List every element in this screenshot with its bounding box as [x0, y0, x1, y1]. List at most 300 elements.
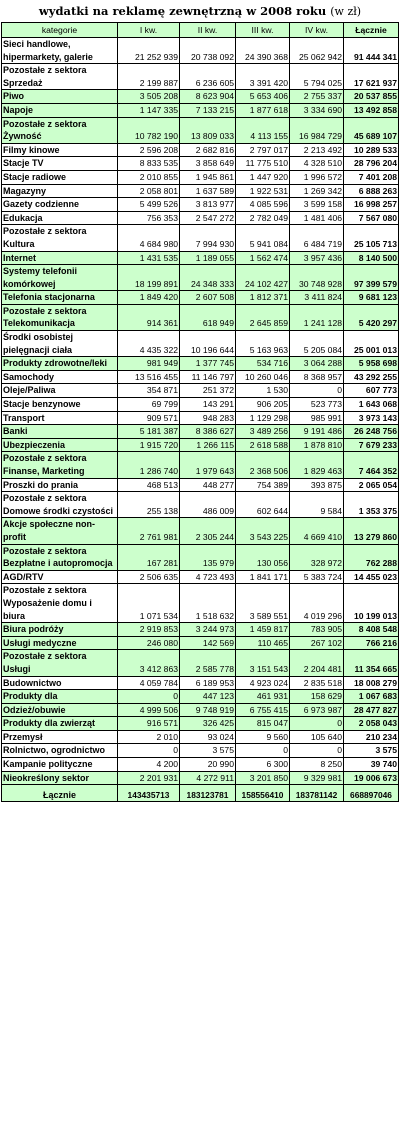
q2-cell: 10 196 644 — [180, 331, 236, 357]
report-title — [1, 0, 399, 22]
spending-table — [1, 22, 399, 802]
q1-cell: 981 949 — [118, 357, 180, 371]
q2-cell: 948 283 — [180, 411, 236, 425]
q4-cell: 25 062 942 — [290, 38, 344, 64]
category-cell: Nieokreślony sektor — [2, 771, 118, 785]
table-row — [2, 225, 399, 251]
category-cell: Sieci handlowe, hipermarkety, galerie — [2, 38, 118, 64]
table-row — [2, 544, 399, 570]
total-cell: 8 140 500 — [344, 251, 399, 265]
q4-cell: 3 064 288 — [290, 357, 344, 371]
q2-cell: 7 994 930 — [180, 225, 236, 251]
category-cell: Pozostałe z sektora Wyposażenie domu i biura — [2, 584, 118, 623]
q1-cell: 909 571 — [118, 411, 180, 425]
q4-cell: 1 996 572 — [290, 170, 344, 184]
category-cell: Stacje TV — [2, 157, 118, 171]
category-cell: Produkty dla zwierząt — [2, 717, 118, 731]
q1-cell: 1 915 720 — [118, 438, 180, 452]
q3-cell: 5 163 963 — [236, 331, 290, 357]
summary-q1: 143435713 — [118, 785, 180, 802]
total-cell: 19 006 673 — [344, 771, 399, 785]
q2-cell: 2 607 508 — [180, 291, 236, 305]
total-cell: 10 199 013 — [344, 584, 399, 623]
total-cell: 91 444 341 — [344, 38, 399, 64]
table-row — [2, 676, 399, 690]
table-row — [2, 198, 399, 212]
table-row — [2, 438, 399, 452]
q1-cell: 2 506 635 — [118, 570, 180, 584]
category-cell: Pozostałe z sektora Usługi — [2, 650, 118, 676]
q4-cell: 8 250 — [290, 758, 344, 772]
q4-cell: 1 241 128 — [290, 304, 344, 330]
q2-cell: 1 189 055 — [180, 251, 236, 265]
total-cell: 7 679 233 — [344, 438, 399, 452]
q4-cell: 3 334 690 — [290, 103, 344, 117]
q1-cell: 354 871 — [118, 384, 180, 398]
summary-q2: 183123781 — [180, 785, 236, 802]
total-cell: 607 773 — [344, 384, 399, 398]
q2-cell: 8 623 904 — [180, 90, 236, 104]
category-cell: Przemysł — [2, 730, 118, 744]
table-row — [2, 411, 399, 425]
table-row — [2, 452, 399, 478]
q3-cell: 11 775 510 — [236, 157, 290, 171]
q3-cell: 24 390 368 — [236, 38, 290, 64]
total-cell: 26 248 756 — [344, 425, 399, 439]
total-cell: 5 958 698 — [344, 357, 399, 371]
category-cell: Odzież/obuwie — [2, 703, 118, 717]
q2-cell: 143 291 — [180, 398, 236, 412]
header-category: kategorie — [2, 23, 118, 38]
total-cell: 210 234 — [344, 730, 399, 744]
q1-cell: 1 071 534 — [118, 584, 180, 623]
table-row — [2, 357, 399, 371]
header-q3: III kw. — [236, 23, 290, 38]
q2-cell: 1 979 643 — [180, 452, 236, 478]
header-row — [2, 23, 399, 38]
category-cell: Biura podróży — [2, 623, 118, 637]
total-cell: 14 455 023 — [344, 570, 399, 584]
title-unit: (w zł) — [330, 5, 362, 18]
table-row — [2, 184, 399, 198]
table-row — [2, 744, 399, 758]
q1-cell: 4 684 980 — [118, 225, 180, 251]
q3-cell: 4 113 155 — [236, 117, 290, 143]
total-cell: 7 464 352 — [344, 452, 399, 478]
q3-cell: 1 447 920 — [236, 170, 290, 184]
q3-cell: 2 368 506 — [236, 452, 290, 478]
total-cell: 762 288 — [344, 544, 399, 570]
total-cell: 3 575 — [344, 744, 399, 758]
table-body — [2, 38, 399, 785]
category-cell: Magazyny — [2, 184, 118, 198]
q4-cell: 4 328 510 — [290, 157, 344, 171]
q2-cell: 142 569 — [180, 636, 236, 650]
q3-cell: 1 922 531 — [236, 184, 290, 198]
table-row — [2, 636, 399, 650]
q3-cell: 9 560 — [236, 730, 290, 744]
q4-cell: 30 748 928 — [290, 265, 344, 291]
q2-cell: 1 266 115 — [180, 438, 236, 452]
table-row — [2, 730, 399, 744]
q3-cell: 2 782 049 — [236, 211, 290, 225]
q1-cell: 8 833 535 — [118, 157, 180, 171]
total-cell: 45 689 107 — [344, 117, 399, 143]
summary-row — [2, 785, 399, 802]
q3-cell: 534 716 — [236, 357, 290, 371]
category-cell: Oleje/Paliwa — [2, 384, 118, 398]
q2-cell: 24 348 333 — [180, 265, 236, 291]
q1-cell: 2 199 887 — [118, 64, 180, 90]
q4-cell: 5 794 025 — [290, 64, 344, 90]
q1-cell: 3 505 208 — [118, 90, 180, 104]
q1-cell: 2 761 981 — [118, 518, 180, 544]
q3-cell: 602 644 — [236, 492, 290, 518]
q1-cell: 4 200 — [118, 758, 180, 772]
q3-cell: 10 260 046 — [236, 370, 290, 384]
q4-cell: 0 — [290, 744, 344, 758]
summary-q4: 183781142 — [290, 785, 344, 802]
table-row — [2, 265, 399, 291]
q2-cell: 618 949 — [180, 304, 236, 330]
category-cell: Filmy kinowe — [2, 143, 118, 157]
q4-cell: 0 — [290, 717, 344, 731]
total-cell: 10 289 533 — [344, 143, 399, 157]
q1-cell: 1 147 335 — [118, 103, 180, 117]
q1-cell: 914 361 — [118, 304, 180, 330]
q3-cell: 754 389 — [236, 478, 290, 492]
q4-cell: 3 411 824 — [290, 291, 344, 305]
q1-cell: 4 999 506 — [118, 703, 180, 717]
q2-cell: 2 547 272 — [180, 211, 236, 225]
q3-cell: 3 201 850 — [236, 771, 290, 785]
q2-cell: 448 277 — [180, 478, 236, 492]
category-cell: AGD/RTV — [2, 570, 118, 584]
q3-cell: 4 085 596 — [236, 198, 290, 212]
q4-cell: 4 019 296 — [290, 584, 344, 623]
category-cell: Akcje społeczne non-profit — [2, 518, 118, 544]
q2-cell: 2 305 244 — [180, 518, 236, 544]
total-cell: 2 065 054 — [344, 478, 399, 492]
table-row — [2, 623, 399, 637]
q1-cell: 1 849 420 — [118, 291, 180, 305]
q4-cell: 9 584 — [290, 492, 344, 518]
total-cell: 6 888 263 — [344, 184, 399, 198]
q1-cell: 69 799 — [118, 398, 180, 412]
q1-cell: 2 201 931 — [118, 771, 180, 785]
table-row — [2, 291, 399, 305]
q3-cell: 6 755 415 — [236, 703, 290, 717]
total-cell: 28 477 827 — [344, 703, 399, 717]
q3-cell: 1 841 171 — [236, 570, 290, 584]
category-cell: Napoje — [2, 103, 118, 117]
q3-cell: 24 102 427 — [236, 265, 290, 291]
q1-cell: 5 499 526 — [118, 198, 180, 212]
q4-cell: 2 204 481 — [290, 650, 344, 676]
q1-cell: 0 — [118, 744, 180, 758]
q2-cell: 4 272 911 — [180, 771, 236, 785]
category-cell: Rolnictwo, ogrodnictwo — [2, 744, 118, 758]
q1-cell: 2 010 855 — [118, 170, 180, 184]
summary-label: Łącznie — [2, 785, 118, 802]
category-cell: Pozostałe z sektora Finanse, Marketing — [2, 452, 118, 478]
summary-total: 668897046 — [344, 785, 399, 802]
q4-cell: 105 640 — [290, 730, 344, 744]
category-cell: Pozostałe z sektora Kultura — [2, 225, 118, 251]
q4-cell: 1 481 406 — [290, 211, 344, 225]
q1-cell: 255 138 — [118, 492, 180, 518]
table-row — [2, 304, 399, 330]
table-row — [2, 251, 399, 265]
q1-cell: 2 596 208 — [118, 143, 180, 157]
q3-cell: 5 653 406 — [236, 90, 290, 104]
total-cell: 43 292 255 — [344, 370, 399, 384]
q4-cell: 8 368 957 — [290, 370, 344, 384]
category-cell: Proszki do prania — [2, 478, 118, 492]
category-cell: Produkty zdrowotne/leki — [2, 357, 118, 371]
category-cell: Kampanie polityczne — [2, 758, 118, 772]
q3-cell: 1 530 — [236, 384, 290, 398]
table-row — [2, 690, 399, 704]
q4-cell: 2 213 492 — [290, 143, 344, 157]
q3-cell: 4 923 024 — [236, 676, 290, 690]
q3-cell: 6 300 — [236, 758, 290, 772]
total-cell: 7 567 080 — [344, 211, 399, 225]
q3-cell: 130 056 — [236, 544, 290, 570]
report — [1, 0, 399, 802]
q1-cell: 3 412 863 — [118, 650, 180, 676]
table-row — [2, 143, 399, 157]
category-cell: Piwo — [2, 90, 118, 104]
q3-cell: 0 — [236, 744, 290, 758]
table-row — [2, 425, 399, 439]
q3-cell: 906 205 — [236, 398, 290, 412]
category-cell: Pozostałe z sektora Telekomunikacja — [2, 304, 118, 330]
q4-cell: 1 878 810 — [290, 438, 344, 452]
q2-cell: 11 146 797 — [180, 370, 236, 384]
category-cell: Samochody — [2, 370, 118, 384]
category-cell: Transport — [2, 411, 118, 425]
q3-cell: 1 877 618 — [236, 103, 290, 117]
category-cell: Produkty dla — [2, 690, 118, 704]
q1-cell: 4 059 784 — [118, 676, 180, 690]
q4-cell: 523 773 — [290, 398, 344, 412]
q2-cell: 1 518 632 — [180, 584, 236, 623]
q2-cell: 20 990 — [180, 758, 236, 772]
q3-cell: 3 391 420 — [236, 64, 290, 90]
q2-cell: 1 945 861 — [180, 170, 236, 184]
q3-cell: 5 941 084 — [236, 225, 290, 251]
q4-cell: 783 905 — [290, 623, 344, 637]
q3-cell: 1 129 298 — [236, 411, 290, 425]
q4-cell: 0 — [290, 384, 344, 398]
table-row — [2, 211, 399, 225]
q4-cell: 393 875 — [290, 478, 344, 492]
q3-cell: 815 047 — [236, 717, 290, 731]
q1-cell: 21 252 939 — [118, 38, 180, 64]
q2-cell: 1 637 589 — [180, 184, 236, 198]
q1-cell: 0 — [118, 690, 180, 704]
q1-cell: 246 080 — [118, 636, 180, 650]
q4-cell: 6 973 987 — [290, 703, 344, 717]
q3-cell: 461 931 — [236, 690, 290, 704]
q1-cell: 2 919 853 — [118, 623, 180, 637]
q3-cell: 3 151 543 — [236, 650, 290, 676]
total-cell: 8 408 548 — [344, 623, 399, 637]
q1-cell: 1 286 740 — [118, 452, 180, 478]
q4-cell: 1 269 342 — [290, 184, 344, 198]
q2-cell: 3 813 977 — [180, 198, 236, 212]
q1-cell: 916 571 — [118, 717, 180, 731]
total-cell: 17 621 937 — [344, 64, 399, 90]
category-cell: Pozostałe z sektora Bezpłatne i autopromocja — [2, 544, 118, 570]
q1-cell: 1 431 535 — [118, 251, 180, 265]
category-cell: Gazety codzienne — [2, 198, 118, 212]
table-row — [2, 478, 399, 492]
total-cell: 13 279 860 — [344, 518, 399, 544]
q4-cell: 3 957 436 — [290, 251, 344, 265]
q4-cell: 3 599 158 — [290, 198, 344, 212]
q4-cell: 1 829 463 — [290, 452, 344, 478]
header-total: Łącznie — [344, 23, 399, 38]
table-row — [2, 650, 399, 676]
q3-cell: 2 797 017 — [236, 143, 290, 157]
table-row — [2, 170, 399, 184]
q1-cell: 5 181 387 — [118, 425, 180, 439]
category-cell: Edukacja — [2, 211, 118, 225]
header-q4: IV kw. — [290, 23, 344, 38]
q1-cell: 167 281 — [118, 544, 180, 570]
q4-cell: 5 205 084 — [290, 331, 344, 357]
total-cell: 11 354 665 — [344, 650, 399, 676]
q2-cell: 2 682 816 — [180, 143, 236, 157]
q3-cell: 3 543 225 — [236, 518, 290, 544]
q4-cell: 985 991 — [290, 411, 344, 425]
q1-cell: 18 199 891 — [118, 265, 180, 291]
total-cell: 766 216 — [344, 636, 399, 650]
total-cell: 39 740 — [344, 758, 399, 772]
category-cell: Stacje benzynowe — [2, 398, 118, 412]
q2-cell: 326 425 — [180, 717, 236, 731]
q1-cell: 756 353 — [118, 211, 180, 225]
q2-cell: 3 858 649 — [180, 157, 236, 171]
q3-cell: 1 812 371 — [236, 291, 290, 305]
q2-cell: 3 244 973 — [180, 623, 236, 637]
q2-cell: 1 377 745 — [180, 357, 236, 371]
q2-cell: 251 372 — [180, 384, 236, 398]
category-cell: Budownictwo — [2, 676, 118, 690]
table-row — [2, 331, 399, 357]
table-row — [2, 64, 399, 90]
category-cell: Telefonia stacjonarna — [2, 291, 118, 305]
table-row — [2, 370, 399, 384]
q1-cell: 2 058 801 — [118, 184, 180, 198]
q2-cell: 2 585 778 — [180, 650, 236, 676]
category-cell: Pozostałe z sektora Domowe środki czystości — [2, 492, 118, 518]
total-cell: 25 105 713 — [344, 225, 399, 251]
total-cell: 7 401 208 — [344, 170, 399, 184]
q1-cell: 4 435 322 — [118, 331, 180, 357]
q4-cell: 9 329 981 — [290, 771, 344, 785]
category-cell: Stacje radiowe — [2, 170, 118, 184]
q3-cell: 3 489 256 — [236, 425, 290, 439]
q4-cell: 267 102 — [290, 636, 344, 650]
q3-cell: 2 645 859 — [236, 304, 290, 330]
q2-cell: 9 748 919 — [180, 703, 236, 717]
table-row — [2, 384, 399, 398]
q1-cell: 468 513 — [118, 478, 180, 492]
table-row — [2, 117, 399, 143]
q2-cell: 447 123 — [180, 690, 236, 704]
q2-cell: 93 024 — [180, 730, 236, 744]
q4-cell: 158 629 — [290, 690, 344, 704]
q2-cell: 6 189 953 — [180, 676, 236, 690]
total-cell: 28 796 204 — [344, 157, 399, 171]
table-row — [2, 771, 399, 785]
total-cell: 18 008 279 — [344, 676, 399, 690]
category-cell: Internet — [2, 251, 118, 265]
q4-cell: 2 835 518 — [290, 676, 344, 690]
q3-cell: 2 618 588 — [236, 438, 290, 452]
q1-cell: 10 782 190 — [118, 117, 180, 143]
table-row — [2, 492, 399, 518]
category-cell: Banki — [2, 425, 118, 439]
q2-cell: 486 009 — [180, 492, 236, 518]
table-row — [2, 570, 399, 584]
total-cell: 3 973 143 — [344, 411, 399, 425]
header-q2: II kw. — [180, 23, 236, 38]
table-row — [2, 157, 399, 171]
total-cell: 25 001 013 — [344, 331, 399, 357]
q4-cell: 6 484 719 — [290, 225, 344, 251]
category-cell: Pozostałe z sektora Żywność — [2, 117, 118, 143]
category-cell: Środki osobistej pielęgnacji ciała — [2, 331, 118, 357]
q3-cell: 1 562 474 — [236, 251, 290, 265]
total-cell: 1 643 068 — [344, 398, 399, 412]
table-row — [2, 584, 399, 623]
q4-cell: 5 383 724 — [290, 570, 344, 584]
q4-cell: 4 669 410 — [290, 518, 344, 544]
q3-cell: 3 589 551 — [236, 584, 290, 623]
total-cell: 5 420 297 — [344, 304, 399, 330]
title-text: wydatki na reklamę zewnętrzną w 2008 roku — [38, 4, 327, 18]
table-row — [2, 717, 399, 731]
table-row — [2, 518, 399, 544]
table-row — [2, 103, 399, 117]
total-cell: 20 537 855 — [344, 90, 399, 104]
category-cell: Ubezpieczenia — [2, 438, 118, 452]
q2-cell: 7 133 215 — [180, 103, 236, 117]
header-q1: I kw. — [118, 23, 180, 38]
q3-cell: 110 465 — [236, 636, 290, 650]
table-row — [2, 398, 399, 412]
total-cell: 16 998 257 — [344, 198, 399, 212]
q2-cell: 6 236 605 — [180, 64, 236, 90]
total-cell: 97 399 579 — [344, 265, 399, 291]
table-row — [2, 703, 399, 717]
category-cell: Usługi medyczne — [2, 636, 118, 650]
total-cell: 1 353 375 — [344, 492, 399, 518]
q1-cell: 2 010 — [118, 730, 180, 744]
total-cell: 13 492 858 — [344, 103, 399, 117]
q4-cell: 16 984 729 — [290, 117, 344, 143]
category-cell: Pozostałe z sektora Sprzedaż — [2, 64, 118, 90]
q2-cell: 135 979 — [180, 544, 236, 570]
q2-cell: 13 809 033 — [180, 117, 236, 143]
q2-cell: 8 386 627 — [180, 425, 236, 439]
q4-cell: 2 755 337 — [290, 90, 344, 104]
table-row — [2, 90, 399, 104]
